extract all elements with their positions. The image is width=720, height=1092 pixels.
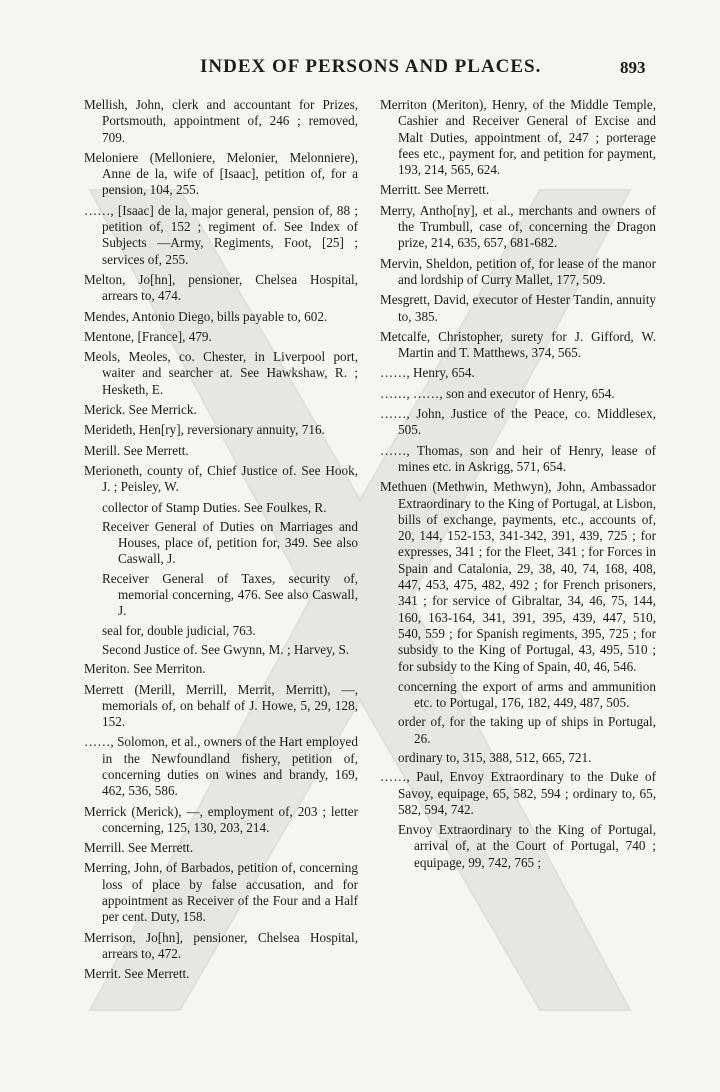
index-entry: ……, [Isaac] de la, major general, pension of, 88 ; petition of, 152 ; regiment of. See Index of Subjects —Army, Regiments, Foot, [25] ; services of, 255. bbox=[84, 202, 358, 267]
index-entry: ……, Thomas, son and heir of Henry, lease of mines etc. in Askrigg, 571, 654. bbox=[380, 442, 656, 474]
index-entry: Meriton. See Merriton. bbox=[84, 661, 206, 677]
index-entry: Envoy Extraordinary to the King of Portugal, arrival of, at the Court of Portugal, 740 ; equipage, 99, 742, 765 ; bbox=[398, 822, 656, 870]
index-entry: Merioneth, county of, Chief Justice of. See Hook, J. ; Peisley, W. bbox=[84, 462, 358, 495]
index-entry: order of, for the taking up of ships in Portugal, 26. bbox=[398, 714, 656, 746]
left-column bbox=[84, 97, 358, 987]
index-entry: Mesgrett, David, executor of Hester Tandin, annuity to, 385. bbox=[380, 292, 656, 324]
index-entry: Merill. See Merrett. bbox=[84, 442, 189, 458]
index-entry: Merritt. See Merrett. bbox=[380, 182, 490, 198]
index-entry: Merrison, Jo[hn], pensioner, Chelsea Hospital, arrears to, 472. bbox=[84, 929, 358, 961]
index-entry: Meloniere (Melloniere, Melonier, Melonniere), Anne de la, wife of [Isaac], petition of, for a pension, 104, 255. bbox=[84, 149, 358, 198]
index-entry: Mervin, Sheldon, petition of, for lease of the manor and lordship of Curry Mallet, 177, 509. bbox=[380, 255, 656, 287]
index-entry: Mentone, [France], 479. bbox=[84, 328, 212, 344]
index-entry: Merick. See Merrick. bbox=[84, 402, 197, 418]
index-entry: Merrill. See Merrett. bbox=[84, 840, 194, 856]
index-entry: ordinary to, 315, 388, 512, 665, 721. bbox=[398, 749, 592, 765]
index-entry: Merideth, Hen[ry], reversionary annuity, 716. bbox=[84, 422, 325, 438]
right-column bbox=[380, 97, 656, 874]
index-entry: Metcalfe, Christopher, surety for J. Gifford, W. Martin and T. Matthews, 374, 565. bbox=[380, 328, 656, 361]
index-entry: Merrett (Merill, Merrill, Merrit, Merritt), —, memorials of, on behalf of J. Howe, 5, 29, 128, 152. bbox=[84, 681, 358, 730]
index-entry: Mendes, Antonio Diego, bills payable to, 602. bbox=[84, 308, 328, 324]
index-entry: ……, John, Justice of the Peace, co. Middlesex, 505. bbox=[380, 406, 656, 438]
index-entry: Receiver General of Duties on Marriages and Houses, place of, petition for, 349. See also Caswall, J. bbox=[102, 518, 358, 567]
index-entry: Merrit. See Merrett. bbox=[84, 966, 190, 982]
running-title: INDEX OF PERSONS AND PLACES. bbox=[200, 56, 542, 77]
page-number: 893 bbox=[620, 58, 646, 77]
index-entry: ……, Solomon, et al., owners of the Hart employed in the Newfoundland fishery, petition of, concerning duties on wines and brandy, 169, 462, 536, 586. bbox=[84, 734, 358, 799]
index-entry: collector of Stamp Duties. See Foulkes, R. bbox=[102, 499, 327, 515]
index-entry: Methuen (Methwin, Methwyn), John, Ambassador Extraordinary to the King of Portugal, at Lisbon, bills of exchange, payments, etc., accounts of, 20, 144, 152-153, 341-342, 391, 439, 725 ; for expresses, 341 ; for the Fleet, 341 ; for Forces in Spain and Catalonia, 29, 38, 40, 74, 168, 408, 447, 453, 475, 482, 492 ; for French prisoners, 341 ; for service of Gibraltar, 34, 46, 75, 144, 160, 163-164, 341, 391, 395, 439, 447, 510, 540, 559 ; for Spanish regiments, 395, 725 ; for subsidy to the King of Portugal, 43, 495, 510 ; for subsidy to the King of Spain, 40, 46, 546. bbox=[380, 479, 656, 674]
index-entry: Melton, Jo[hn], pensioner, Chelsea Hospital, arrears to, 474. bbox=[84, 271, 358, 304]
index-entry: seal for, double judicial, 763. bbox=[102, 622, 256, 638]
index-entry: Merring, John, of Barbados, petition of, concerning loss of place by false accusation, and for appointment as Receiver of the Four and a Half per cent. Duty, 158. bbox=[84, 860, 358, 925]
index-entry: concerning the export of arms and ammunition etc. to Portugal, 176, 182, 449, 487, 505. bbox=[398, 678, 656, 711]
index-entry: ……, ……, son and executor of Henry, 654. bbox=[380, 385, 615, 401]
index-entry: ……, Paul, Envoy Extraordinary to the Duke of Savoy, equipage, 65, 582, 594 ; ordinary to, 65, 582, 594, 742. bbox=[380, 769, 656, 817]
index-entry: Merrick (Merick), —, employment of, 203 ; letter concerning, 125, 130, 203, 214. bbox=[84, 803, 358, 835]
index-entry: Second Justice of. See Gwynn, M. ; Harvey, S. bbox=[102, 641, 350, 657]
index-entry: Meols, Meoles, co. Chester, in Liverpool port, waiter and searcher at. See Hawkshaw, R. ; Hesketh, E. bbox=[84, 349, 358, 397]
page-header bbox=[0, 56, 720, 84]
index-entry: Receiver General of Taxes, security of, memorial concerning, 476. See also Caswall, J. bbox=[102, 570, 358, 619]
index-entry: Mellish, John, clerk and accountant for Prizes, Portsmouth, appointment of, 246 ; removed, 709. bbox=[84, 97, 358, 145]
index-entry: ……, Henry, 654. bbox=[380, 365, 475, 381]
index-entry: Merriton (Meriton), Henry, of the Middle Temple, Cashier and Receiver General of Excise and Malt Duties, appointment of, 247 ; porterage fees etc., payment for, and petition for payment, 193, 214, 565, 624. bbox=[380, 97, 656, 178]
index-entry: Merry, Antho[ny], et al., merchants and owners of the Trumbull, case of, concerning the Dragon prize, 214, 635, 657, 681-682. bbox=[380, 202, 656, 251]
